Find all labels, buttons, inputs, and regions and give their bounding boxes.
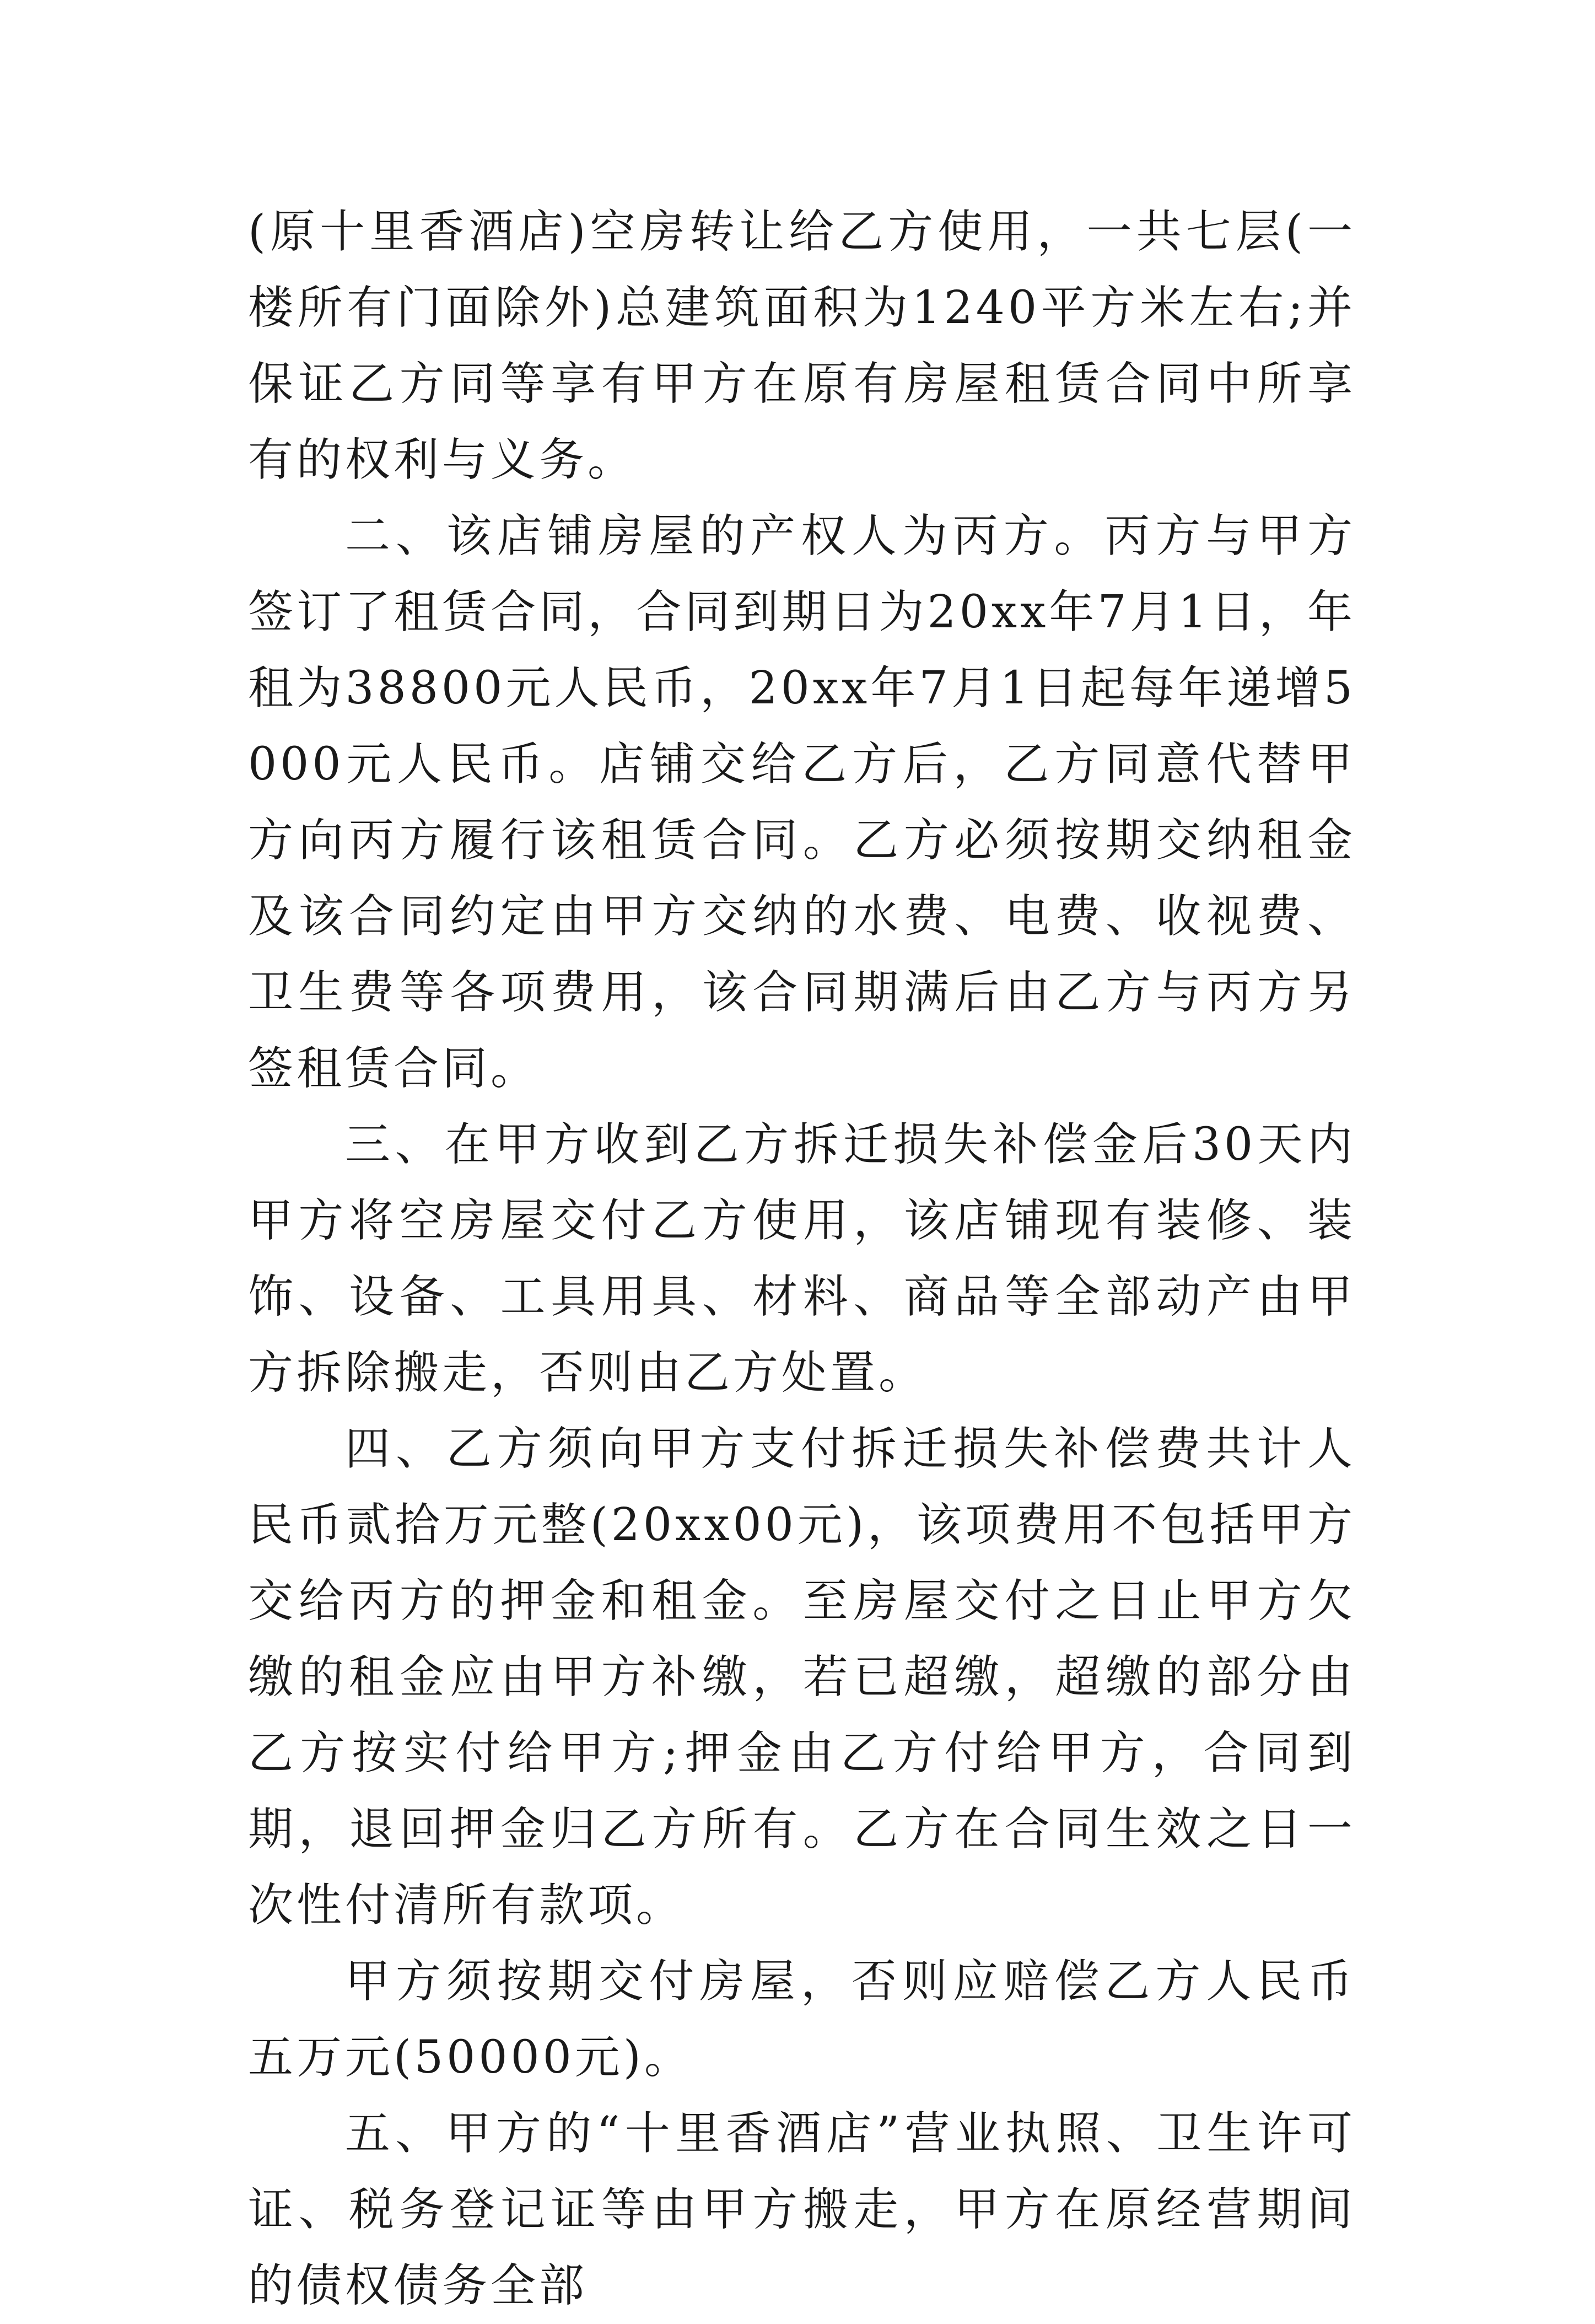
paragraph-clause-4-penalty: 甲方须按期交付房屋，否则应赔偿乙方人民币五万元(50000元)。 <box>248 1955 1356 2084</box>
paragraph-clause-4: 四、乙方须向甲方支付拆迁损失补偿费共计人民币贰拾万元整(20xx00元)，该项费用不包括甲方交给丙方的押金和租金。至房屋交付之日止甲方欠缴的租金应由甲方补缴，若已超缴，超缴的部分由乙方按实付给甲方;押金由乙方付给甲方，合同到期，退回押金归乙方所有。乙方在合同生效之日一次性付清所有款项。 <box>248 1423 1356 1932</box>
paragraph-clause-3: 三、在甲方收到乙方拆迁损失补偿金后30天内甲方将空房屋交付乙方使用，该店铺现有装修、装饰、设备、工具用具、材料、商品等全部动产由甲方拆除搬走，否则由乙方处置。 <box>248 1118 1356 1399</box>
paragraph-intro-continued: (原十里香酒店)空房转让给乙方使用，一共七层(一楼所有门面除外)总建筑面积为1240平方米左右;并保证乙方同等享有甲方在原有房屋租赁合同中所享有的权利与义务。 <box>248 206 1356 486</box>
paragraph-clause-2: 二、该店铺房屋的产权人为丙方。丙方与甲方签订了租赁合同，合同到期日为20xx年7月1日，年租为38800元人民币，20xx年7月1日起每年递增5000元人民币。店铺交给乙方后，乙方同意代替甲方向丙方履行该租赁合同。乙方必须按期交纳租金及该合同约定由甲方交纳的水费、电费、收视费、卫生费等各项费用，该合同期满后由乙方与丙方另签租赁合同。 <box>248 510 1356 1095</box>
paragraph-clause-5: 五、甲方的“十里香酒店”营业执照、卫生许可证、税务登记证等由甲方搬走，甲方在原经营期间的债权债务全部 <box>248 2107 1356 2312</box>
contract-body <box>248 194 1356 2324</box>
